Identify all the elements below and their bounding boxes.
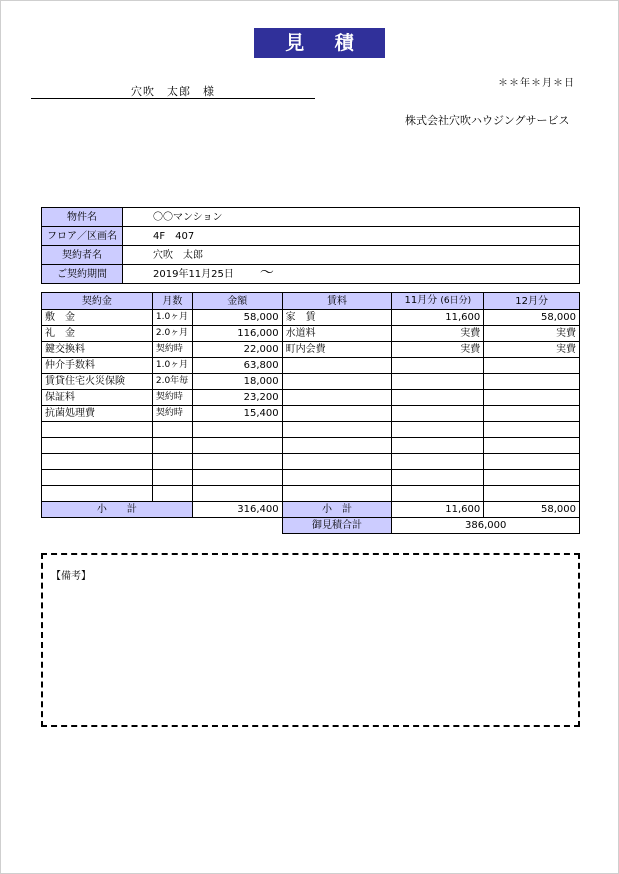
header-rent: 賃料 [282, 293, 392, 310]
contract-item-months: 契約時 [152, 390, 192, 406]
property-value: 〇〇マンション [123, 208, 580, 227]
header-nov-note: (6日分) [440, 296, 472, 306]
table-row [42, 406, 580, 422]
table-row [42, 342, 580, 358]
contract-item-amount [192, 438, 282, 454]
property-row [42, 208, 580, 227]
contract-item-months: 2.0年毎 [152, 374, 192, 390]
contract-item-months: 契約時 [152, 342, 192, 358]
grand-total-value: 386,000 [392, 518, 580, 534]
contract-item-name [42, 422, 153, 438]
floor-label: フロア／区画名 [42, 227, 123, 246]
rent-item-dec [484, 390, 580, 406]
contract-item-months: 2.0ヶ月 [152, 326, 192, 342]
header-months: 月数 [152, 293, 192, 310]
contract-item-amount [192, 486, 282, 502]
table-row [42, 326, 580, 342]
contract-item-name [42, 454, 153, 470]
rent-item-name: 町内会費 [282, 342, 392, 358]
rent-subtotal-label: 小 計 [282, 502, 392, 518]
header-nov-label: 11月分 [404, 295, 438, 306]
contract-subtotal: 316,400 [192, 502, 282, 518]
contract-item-name: 敷 金 [42, 310, 153, 326]
rent-item-name [282, 438, 392, 454]
rent-item-nov: 11,600 [392, 310, 484, 326]
rent-item-nov [392, 470, 484, 486]
rent-item-dec [484, 422, 580, 438]
contract-item-months: 契約時 [152, 406, 192, 422]
contract-item-name: 賃貸住宅火災保険 [42, 374, 153, 390]
rent-item-nov: 実費 [392, 326, 484, 342]
contract-item-amount: 18,000 [192, 374, 282, 390]
rent-item-name [282, 486, 392, 502]
period-label: ご契約期間 [42, 265, 123, 284]
contract-item-months: 1.0ヶ月 [152, 310, 192, 326]
rent-item-nov [392, 374, 484, 390]
property-info-table [41, 207, 580, 284]
table-row [42, 470, 580, 486]
table-row [42, 454, 580, 470]
contract-item-months [152, 470, 192, 486]
rent-item-dec [484, 438, 580, 454]
estimate-table [41, 292, 580, 534]
header-dec: 12月分 [484, 293, 580, 310]
contract-item-months [152, 422, 192, 438]
contract-item-months: 1.0ヶ月 [152, 358, 192, 374]
rent-item-nov [392, 358, 484, 374]
rent-item-name: 水道料 [282, 326, 392, 342]
nov-subtotal: 11,600 [392, 502, 484, 518]
rent-item-dec [484, 406, 580, 422]
contractor-label: 契約者名 [42, 246, 123, 265]
remarks-label: 【備考】 [51, 571, 91, 582]
subtotal-label: 小 計 [42, 502, 193, 518]
contract-item-months [152, 454, 192, 470]
contract-item-amount: 116,000 [192, 326, 282, 342]
rent-item-name [282, 422, 392, 438]
subtotal-row [42, 502, 580, 518]
rent-item-dec [484, 486, 580, 502]
grand-total-spacer [42, 518, 283, 534]
rent-item-nov [392, 406, 484, 422]
table-row [42, 374, 580, 390]
rent-item-nov [392, 390, 484, 406]
contract-item-name [42, 486, 153, 502]
header-contract: 契約金 [42, 293, 153, 310]
rent-item-dec: 実費 [484, 342, 580, 358]
grand-total-row [42, 518, 580, 534]
document-title: 見 積 書 [254, 28, 385, 58]
rent-item-dec [484, 454, 580, 470]
period-value: 2019年11月25日 [153, 269, 234, 280]
contract-item-name [42, 470, 153, 486]
rent-item-name [282, 406, 392, 422]
rent-item-dec [484, 470, 580, 486]
customer-name: 穴吹 太郎 様 [31, 83, 315, 99]
contract-item-name: 鍵交換料 [42, 342, 153, 358]
contractor-row [42, 246, 580, 265]
rent-item-name [282, 390, 392, 406]
rent-item-name: 家 賃 [282, 310, 392, 326]
rent-item-dec [484, 374, 580, 390]
table-row [42, 358, 580, 374]
dec-subtotal: 58,000 [484, 502, 580, 518]
rent-item-nov [392, 454, 484, 470]
contract-item-amount [192, 422, 282, 438]
contract-item-months [152, 486, 192, 502]
header-row [42, 293, 580, 310]
contract-item-amount: 23,200 [192, 390, 282, 406]
rent-item-nov [392, 438, 484, 454]
contractor-value: 穴吹 太郎 [123, 246, 580, 265]
rent-item-name [282, 454, 392, 470]
rent-item-nov: 実費 [392, 342, 484, 358]
contract-item-months [152, 438, 192, 454]
grand-total-label: 御見積合計 [282, 518, 392, 534]
period-cell [123, 265, 580, 284]
contract-item-amount [192, 470, 282, 486]
remarks-box [41, 553, 580, 727]
rent-item-dec: 実費 [484, 326, 580, 342]
contract-item-amount: 22,000 [192, 342, 282, 358]
rent-item-dec: 58,000 [484, 310, 580, 326]
rent-item-dec [484, 358, 580, 374]
contract-item-amount: 63,800 [192, 358, 282, 374]
floor-row [42, 227, 580, 246]
table-row [42, 422, 580, 438]
header-amount: 金額 [192, 293, 282, 310]
contract-item-amount [192, 454, 282, 470]
rent-item-nov [392, 422, 484, 438]
period-row [42, 265, 580, 284]
property-label: 物件名 [42, 208, 123, 227]
rent-item-name [282, 374, 392, 390]
contract-item-amount: 58,000 [192, 310, 282, 326]
table-row [42, 486, 580, 502]
table-row [42, 390, 580, 406]
rent-item-name [282, 358, 392, 374]
floor-value: 4F 407 [123, 227, 580, 246]
contract-item-amount: 15,400 [192, 406, 282, 422]
period-tilde: 〜 [259, 265, 274, 281]
contract-item-name: 仲介手数料 [42, 358, 153, 374]
table-row [42, 310, 580, 326]
company-name: 株式会社穴吹ハウジングサービス [405, 114, 570, 127]
rent-item-nov [392, 486, 484, 502]
contract-item-name: 抗菌処理費 [42, 406, 153, 422]
issue-date: ＊＊年＊月＊日 [498, 78, 575, 89]
header-nov [392, 293, 484, 310]
rent-item-name [282, 470, 392, 486]
contract-item-name [42, 438, 153, 454]
table-row [42, 438, 580, 454]
contract-item-name: 保証料 [42, 390, 153, 406]
contract-item-name: 礼 金 [42, 326, 153, 342]
